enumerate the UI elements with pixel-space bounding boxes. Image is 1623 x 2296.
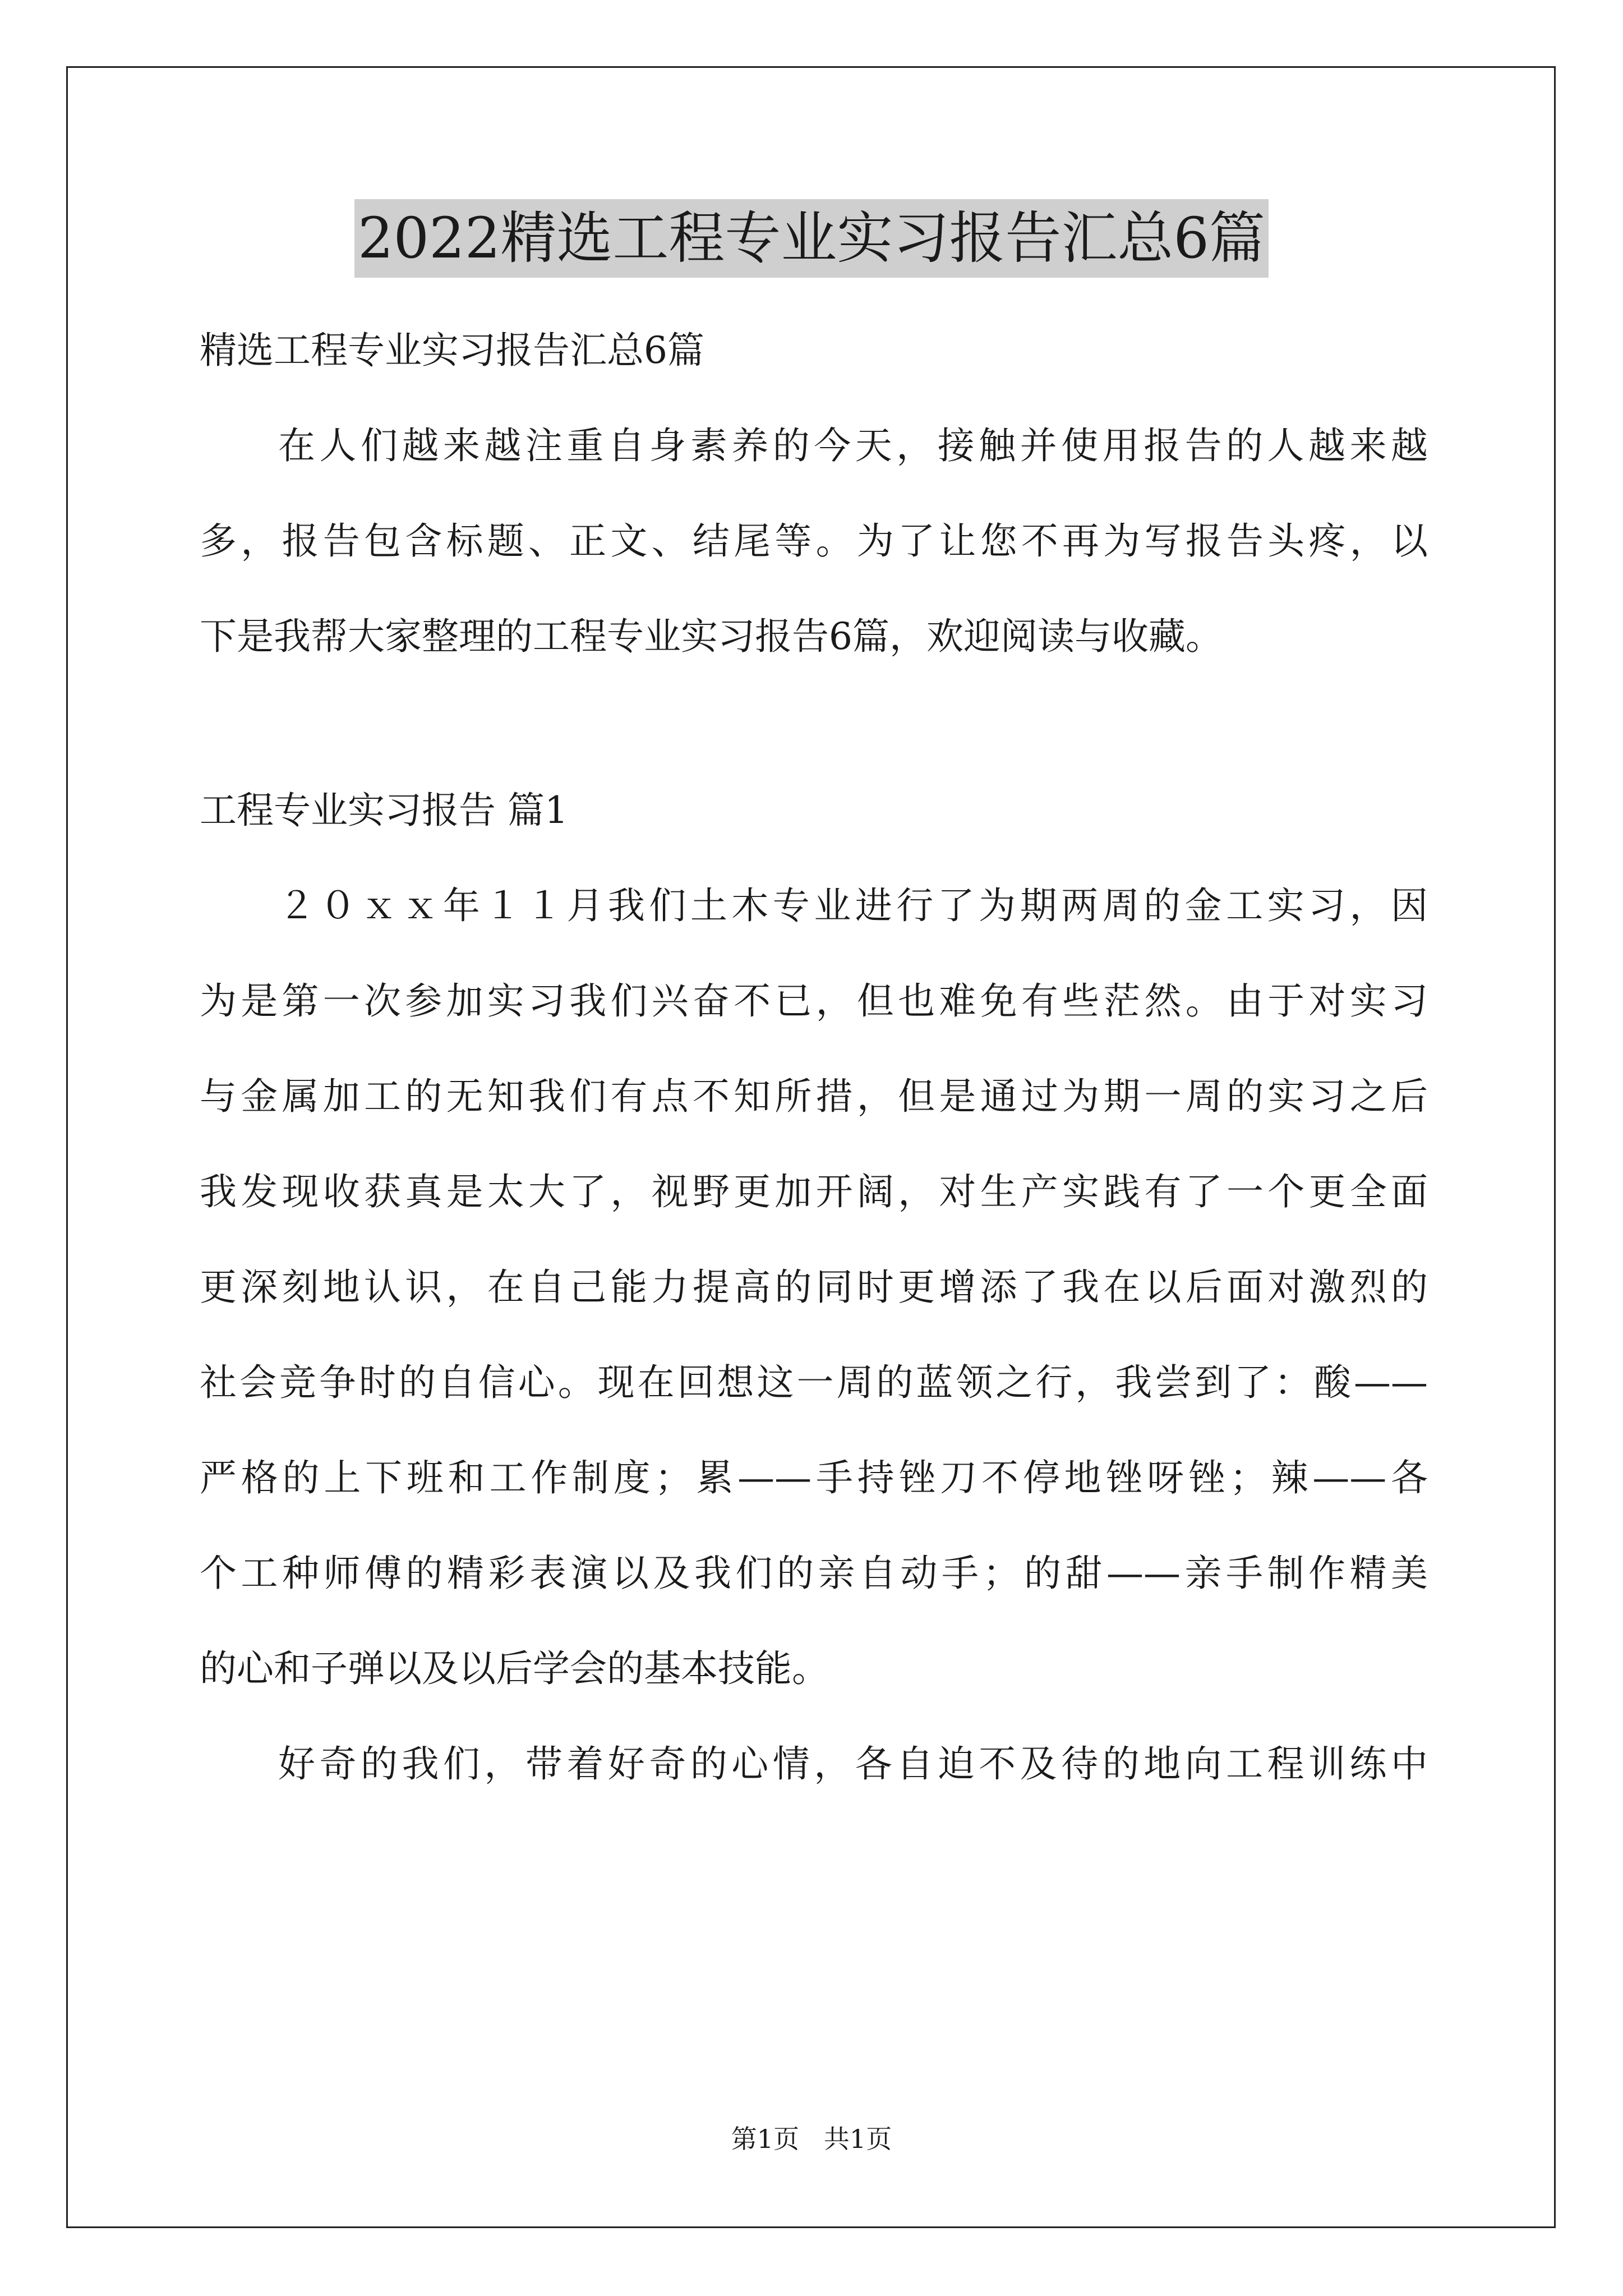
paragraph-line: 为是第一次参加实习我们兴奋不已，但也难免有些茫然。由于对实习 <box>200 979 1428 1023</box>
intro-line: 多，报告包含标题、正文、结尾等。为了让您不再为写报告头疼，以 <box>200 519 1428 563</box>
title-wrap <box>0 199 1623 278</box>
paragraph-line: 个工种师傅的精彩表演以及我们的亲自动手；的甜——亲手制作精美 <box>200 1552 1428 1595</box>
paragraph-line: 严格的上下班和工作制度；累——手持锉刀不停地锉呀锉；辣——各 <box>200 1456 1428 1499</box>
section-gap <box>200 684 1428 763</box>
subtitle: 精选工程专业实习报告汇总6篇 <box>200 329 704 372</box>
paragraph-line: 更深刻地认识，在自己能力提高的同时更增添了我在以后面对激烈的 <box>200 1266 1428 1309</box>
document-body <box>200 303 1428 1812</box>
paragraph-line: 我发现收获真是太大了，视野更加开阔，对生产实践有了一个更全面 <box>200 1170 1428 1213</box>
page-footer: 第1页 共1页 <box>731 2124 892 2154</box>
paragraph-line: ２０ｘｘ年１１月我们土木专业进行了为期两周的金工实习，因 <box>278 884 1428 927</box>
paragraph-line: 好奇的我们，带着好奇的心情，各自迫不及待的地向工程训练中 <box>278 1742 1428 1786</box>
intro-line: 在人们越来越注重自身素养的今天，接触并使用报告的人越来越 <box>278 424 1428 467</box>
paragraph-line: 社会竞争时的自信心。现在回想这一周的蓝领之行，我尝到了：酸—— <box>200 1361 1428 1404</box>
paragraph-line: 与金属加工的无知我们有点不知所措，但是通过为期一周的实习之后 <box>200 1075 1428 1118</box>
paragraph-line: 的心和子弹以及以后学会的基本技能。 <box>200 1647 829 1690</box>
section-heading: 工程专业实习报告 篇1 <box>200 789 568 832</box>
intro-line: 下是我帮大家整理的工程专业实习报告6篇，欢迎阅读与收藏。 <box>200 615 1223 658</box>
document-title: 2022精选工程专业实习报告汇总6篇 <box>354 199 1269 278</box>
